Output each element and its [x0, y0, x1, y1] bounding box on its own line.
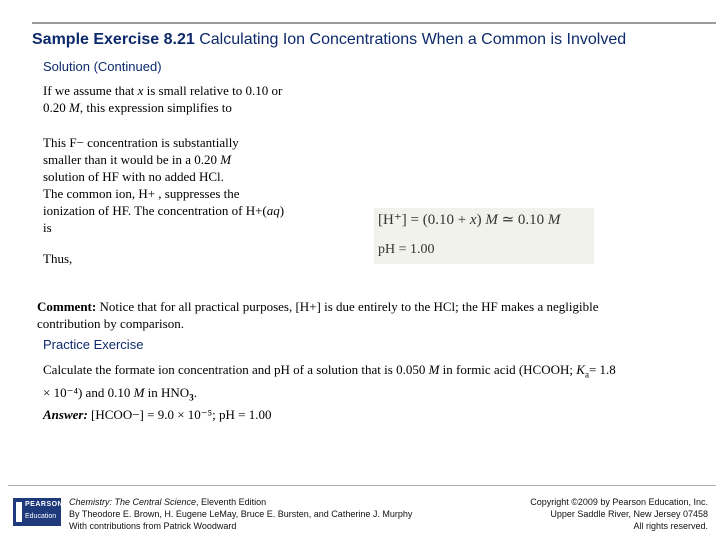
book-title: Chemistry: The Central Science: [69, 497, 197, 507]
subtitle: Solution (Continued): [43, 59, 162, 74]
answer-label: Answer:: [43, 407, 88, 423]
solution-paragraph-1: [43, 82, 343, 116]
practice-heading: Practice Exercise: [43, 337, 144, 352]
title-bold: Sample Exercise 8.21: [32, 31, 195, 48]
p1-text-c: 0.20: [43, 100, 69, 115]
p1-text-b: is small relative to 0.10 or: [143, 83, 283, 98]
footer-citation: Chemistry: The Central Science, Eleventh Edition By Theodore E. Brown, H. Eugene LeMay, Bruce E. Bursten, and Catherine J. Murphy With contributions from Patrick Woodward: [69, 497, 413, 531]
equation-image: [374, 208, 594, 264]
practice-block: Calculate the formate ion concentration and pH of a solution that is 0.050 M in formic acid (HCOOH; $K_a= 1.8$ × 10⁻⁴) and 0.10 M in $HNO_3$. Answer: [HCOO−] = 9.0 × 10⁻⁵; pH = 1.00: [43, 362, 616, 423]
bottom-rule: [8, 485, 716, 486]
p1-text-d: , this expression simplifies to: [79, 100, 232, 115]
p1-text-a: If we assume that: [43, 83, 138, 98]
contributors: With contributions from Patrick Woodward: [69, 521, 237, 531]
p2-aq: aq: [266, 203, 280, 218]
p2-line-1: This F− concentration is substantially: [43, 135, 239, 150]
p2-line-3: solution of HF with no added HCl.: [43, 169, 224, 184]
footer-copyright: Copyright ©2009 by Pearson Education, Inc. Upper Saddle River, New Jersey 07458 All rights reserved.: [530, 497, 708, 531]
comment-block: [37, 298, 707, 332]
p1-M: M: [69, 100, 80, 115]
solution-paragraph-2: [43, 134, 343, 236]
page-title: [32, 31, 626, 49]
p2-line-6: is: [43, 220, 52, 235]
comment-line-2: contribution by comparison.: [37, 316, 184, 331]
equation-h-concentration: [H⁺] = (0.10 + x) M ≃ 0.10 M: [378, 212, 561, 228]
comment-line-1: Notice that for all practical purposes, [H+] is due entirely to the HCl; the HF makes a negligible: [96, 299, 599, 314]
title-rest: Calculating Ion Concentrations When a Common is Involved: [194, 31, 627, 48]
comment-label: Comment:: [37, 299, 97, 314]
top-rule: [32, 22, 716, 24]
answer-text: [HCOO−] = 9.0 × 10⁻⁵; pH = 1.00: [87, 407, 272, 423]
pearson-logo: PEARSON Education: [13, 498, 61, 526]
pearson-mark-icon: [16, 502, 22, 522]
p2-line-2: smaller than it would be in a 0.20: [43, 152, 221, 167]
authors: By Theodore E. Brown, H. Eugene LeMay, Bruce E. Bursten, and Catherine J. Murphy: [69, 509, 413, 519]
p2-M: M: [220, 152, 232, 167]
equation-ph: pH = 1.00: [378, 242, 435, 257]
thus-text: Thus,: [43, 251, 73, 266]
p1-x: x: [137, 83, 144, 98]
p2-line-5b: ): [279, 203, 285, 218]
p2-line-4: The common ion, H+ , suppresses the: [43, 186, 240, 201]
p2-line-5a: ionization of HF. The concentration of H+(: [43, 203, 267, 218]
